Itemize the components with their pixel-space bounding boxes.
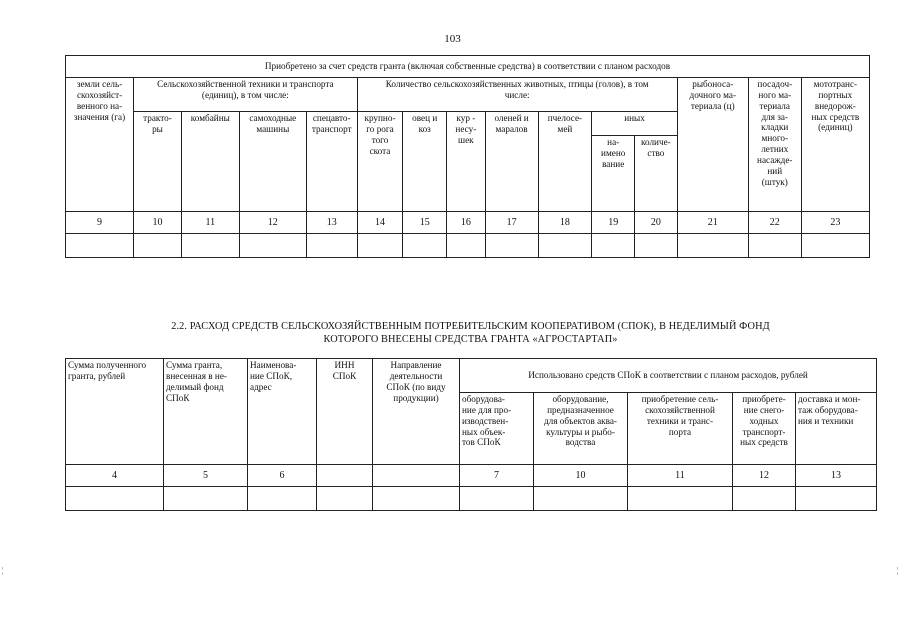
table-cell (66, 487, 164, 511)
col-sheep-goats-header: овец и коз (403, 112, 447, 212)
column-number: 20 (635, 212, 678, 234)
col-machinery-header: приобретение сель- скохозяйственной техники и транс- порта (628, 393, 733, 465)
page-number: 103 (444, 33, 461, 45)
col-motor-header: мототранс- портных внедорож- ных средств (единиц) (801, 78, 869, 212)
table-cell (403, 234, 447, 258)
column-number: 17 (485, 212, 538, 234)
column-number: 5 (164, 465, 248, 487)
column-number: 16 (447, 212, 486, 234)
column-number: 23 (801, 212, 869, 234)
table-cell (164, 487, 248, 511)
column-number: 10 (134, 212, 182, 234)
section-heading (65, 320, 876, 347)
column-number: 21 (677, 212, 748, 234)
table-cell (801, 234, 869, 258)
table-cell (485, 234, 538, 258)
col-fish-header: рыбоноса- дочного ма- териала (ц) (677, 78, 748, 212)
table-cell (635, 234, 678, 258)
col-vehicles-header: приобрете- ние снего- ходных транспорт- ных средств (733, 393, 796, 465)
table-cell (248, 487, 317, 511)
column-number: 13 (306, 212, 357, 234)
table-cell (733, 487, 796, 511)
table-cell (306, 234, 357, 258)
table-cell (677, 234, 748, 258)
column-number: 6 (248, 465, 317, 487)
col-grant-amount-header: Сумма гранта, внесенная в не- делимый фонд СПоК (164, 359, 248, 465)
table-cell (628, 487, 733, 511)
table-cell (796, 487, 877, 511)
column-number: 11 (181, 212, 239, 234)
col-combines-header: комбайны (181, 112, 239, 212)
spok-expenditure-table (65, 358, 877, 511)
col-name-header: Наименова- ние СПоК, адрес (248, 359, 317, 465)
col-equipment-aqua-header: оборудование, предназначенное для объектов аква- культуры и рыбо- водства (534, 393, 628, 465)
table-cell (538, 234, 592, 258)
right-margin-mark: ¦ (897, 566, 899, 575)
column-number: 18 (538, 212, 592, 234)
column-number (317, 465, 373, 487)
table-cell (317, 487, 373, 511)
col-laying-hens-header: кур - несу- шек (447, 112, 486, 212)
table-row-empty (66, 234, 870, 258)
section-heading-line2: КОТОРОГО ВНЕСЕНЫ СРЕДСТВА ГРАНТА «АГРОСТАРТАП» (323, 334, 618, 346)
col-planting-header: посадоч- ного ма- териала для за- кладки много- летних насажде- ний (штук) (748, 78, 801, 212)
table1-title: Приобретено за счет средств гранта (включая собственные средства) в соответствии с планом расходов (66, 56, 870, 78)
col-tractors-header: тракто- ры (134, 112, 182, 212)
column-number: 22 (748, 212, 801, 234)
table-cell (66, 234, 134, 258)
col-selfpropelled-header: самоходные машины (239, 112, 306, 212)
col-special-transport-header: спецавто- транспорт (306, 112, 357, 212)
column-number: 12 (733, 465, 796, 487)
table-cell (373, 487, 460, 511)
group-used-header: Использовано средств СПоК в соответствии с планом расходов, рублей (460, 359, 877, 393)
column-number: 4 (66, 465, 164, 487)
column-number: 10 (534, 465, 628, 487)
col-deer-header: оленей и маралов (485, 112, 538, 212)
column-number: 7 (460, 465, 534, 487)
col-bees-header: пчелосе- мей (538, 112, 592, 212)
grant-purchases-table (65, 55, 870, 258)
table-cell (748, 234, 801, 258)
group-machinery-header: Сельскохозяйственной техники и транспорта (единиц), в том числе: (134, 78, 358, 112)
table-cell (447, 234, 486, 258)
left-margin-mark: ¦ (2, 566, 4, 575)
column-number: 11 (628, 465, 733, 487)
group-animals-header: Количество сельскохозяйственных животных, птицы (голов), в том числе: (357, 78, 677, 112)
column-number: 14 (357, 212, 403, 234)
col-other-header: иных (592, 112, 677, 136)
table-cell (460, 487, 534, 511)
col-direction-header: Направление деятельности СПоК (по виду продукции) (373, 359, 460, 465)
col-other-qty-header: количе- ство (635, 136, 678, 212)
col-cattle-header: крупно- го рога того скота (357, 112, 403, 212)
column-number: 19 (592, 212, 635, 234)
table-cell (239, 234, 306, 258)
table-cell (134, 234, 182, 258)
column-number (373, 465, 460, 487)
table-cell (592, 234, 635, 258)
table-cell (357, 234, 403, 258)
col-equipment-production-header: оборудова- ние для про- изводствен- ных объек- тов СПоК (460, 393, 534, 465)
column-number: 12 (239, 212, 306, 234)
col-received-header: Сумма полученного гранта, рублей (66, 359, 164, 465)
col-inn-header: ИНН СПоК (317, 359, 373, 465)
table-cell (181, 234, 239, 258)
column-number: 9 (66, 212, 134, 234)
col-land-header: земли сель- скохозяйст- венного на- значения (га) (66, 78, 134, 212)
column-number: 13 (796, 465, 877, 487)
column-number: 15 (403, 212, 447, 234)
col-delivery-header: доставка и мон- таж оборудова- ния и техники (796, 393, 877, 465)
col-other-name-header: на- имено вание (592, 136, 635, 212)
table-cell (534, 487, 628, 511)
section-heading-line1: 2.2. РАСХОД СРЕДСТВ СЕЛЬСКОХОЗЯЙСТВЕННЫМ ПОТРЕБИТЕЛЬСКИМ КООПЕРАТИВОМ (СПОК), В НЕДЕЛИМЫЙ ФОНД (171, 321, 770, 332)
table-row-empty (66, 487, 877, 511)
